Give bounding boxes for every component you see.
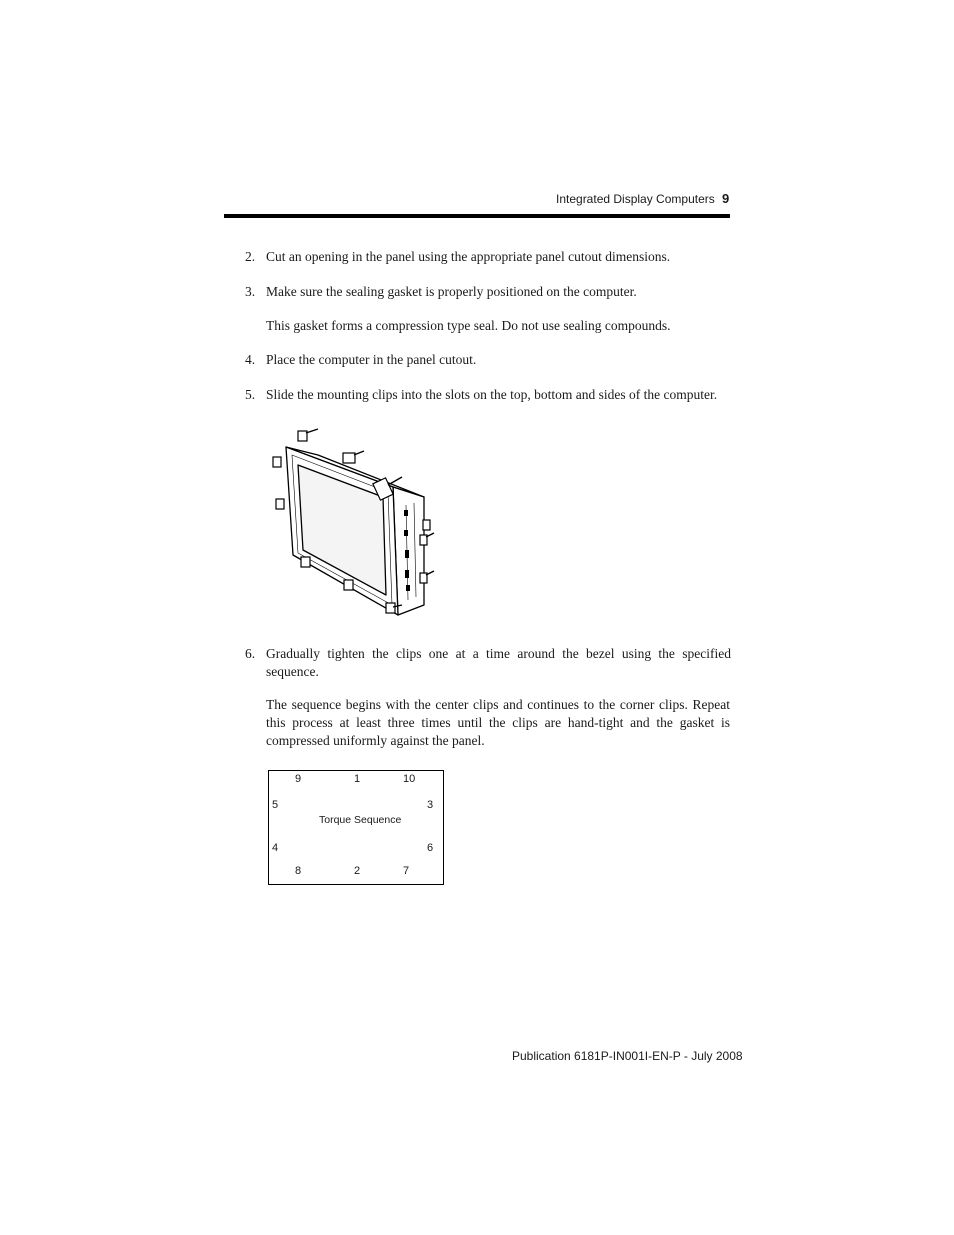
torque-bottom-center: 2 xyxy=(354,865,361,877)
step-number: 3. xyxy=(245,284,256,299)
step-6 xyxy=(245,645,731,681)
step-number: 5. xyxy=(245,387,256,402)
step-5 xyxy=(245,386,731,404)
torque-left-lower: 4 xyxy=(272,842,279,854)
mounting-clips-illustration xyxy=(268,425,438,620)
step-text: Cut an opening in the panel using the appropriate panel cutout dimensions. xyxy=(266,249,671,264)
step-text: Slide the mounting clips into the slots on the top, bottom and sides of the computer. xyxy=(266,387,718,402)
step-number: 4. xyxy=(245,352,256,367)
torque-caption: Torque Sequence xyxy=(319,814,402,826)
step-text: Place the computer in the panel cutout. xyxy=(266,352,477,367)
step-2 xyxy=(245,248,731,266)
step-number: 2. xyxy=(245,249,256,264)
step-6-note: The sequence begins with the center clips and continues to the corner clips. Repeat this process at least three times until the clips are hand-tight and the gasket is compressed uniformly against the panel. xyxy=(266,697,730,748)
torque-right-upper: 3 xyxy=(427,799,434,811)
torque-bottom-right: 7 xyxy=(403,865,410,877)
torque-top-left: 9 xyxy=(295,773,302,785)
step-number: 6. xyxy=(245,646,256,661)
step-3 xyxy=(245,283,731,301)
header-rule xyxy=(224,214,730,218)
step-text: Gradually tighten the clips one at a time around the bezel using the specified sequence. xyxy=(266,646,731,679)
header-title: Integrated Display Computers xyxy=(556,192,715,206)
torque-left-upper: 5 xyxy=(272,799,279,811)
torque-right-lower: 6 xyxy=(427,842,434,854)
torque-bottom-left: 8 xyxy=(295,865,302,877)
publication-footer: Publication 6181P-IN001I-EN-P - July 2008 xyxy=(512,1049,743,1063)
step-text: Make sure the sealing gasket is properly positioned on the computer. xyxy=(266,284,637,299)
step-3-note: This gasket forms a compression type seal. Do not use sealing compounds. xyxy=(266,318,671,333)
torque-top-center: 1 xyxy=(354,773,361,785)
torque-sequence-diagram xyxy=(268,770,444,885)
page-number: 9 xyxy=(722,191,730,206)
torque-top-right: 10 xyxy=(403,773,416,785)
step-4 xyxy=(245,351,731,369)
